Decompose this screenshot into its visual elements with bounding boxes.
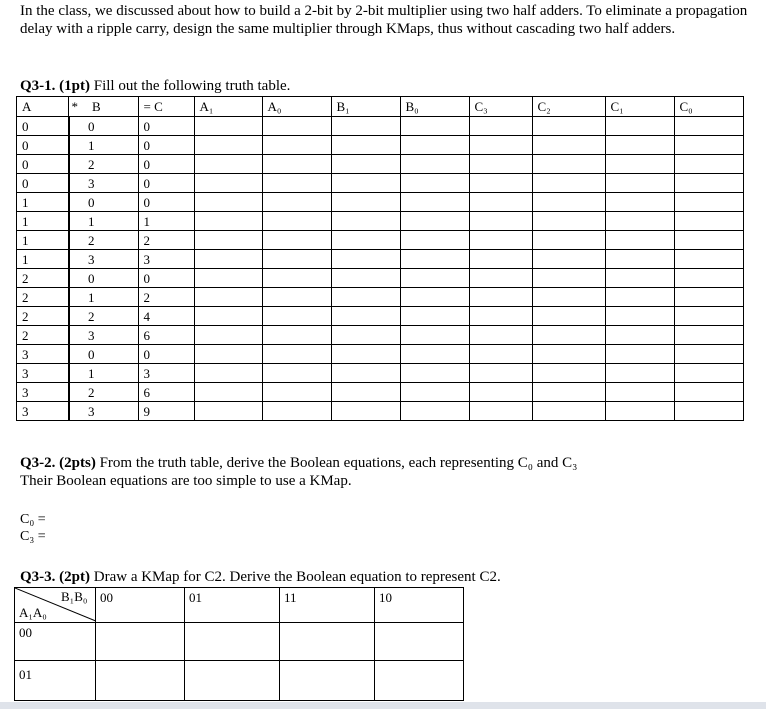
truth-blank-cell[interactable] <box>674 288 743 307</box>
truth-table-row <box>17 212 744 231</box>
truth-blank-cell[interactable] <box>194 269 262 288</box>
truth-blank-cell[interactable] <box>605 307 674 326</box>
truth-blank-cell[interactable] <box>194 307 262 326</box>
truth-blank-cell[interactable] <box>605 136 674 155</box>
truth-cell-a: 2 <box>17 269 69 288</box>
truth-blank-cell[interactable] <box>331 212 400 231</box>
truth-blank-cell[interactable] <box>469 383 532 402</box>
truth-cell-a: 3 <box>17 364 69 383</box>
truth-blank-cell[interactable] <box>400 326 469 345</box>
truth-cell-a: 1 <box>17 250 69 269</box>
truth-table-row <box>17 117 744 136</box>
truth-blank-cell[interactable] <box>674 307 743 326</box>
truth-blank-cell[interactable] <box>331 269 400 288</box>
truth-cell-a: 3 <box>17 383 69 402</box>
truth-blank-cell[interactable] <box>400 269 469 288</box>
truth-blank-cell[interactable] <box>331 383 400 402</box>
truth-blank-cell[interactable] <box>262 136 331 155</box>
truth-blank-cell[interactable] <box>532 326 605 345</box>
truth-table-header-row <box>17 97 744 117</box>
truth-table-row <box>17 250 744 269</box>
truth-blank-cell[interactable] <box>469 231 532 250</box>
kmap-col-10: 10 <box>375 588 464 623</box>
truth-blank-cell[interactable] <box>262 212 331 231</box>
truth-cell-b: 3 <box>70 326 139 345</box>
truth-blank-cell[interactable] <box>194 155 262 174</box>
truth-cell-b: 0 <box>70 117 139 136</box>
kmap-cell[interactable] <box>375 623 464 661</box>
q3-text: Draw a KMap for C2. Derive the Boolean equation to represent C2. <box>90 569 501 585</box>
truth-blank-cell[interactable] <box>262 174 331 193</box>
kmap-row-label-01: 01 <box>15 661 96 701</box>
truth-blank-cell[interactable] <box>331 402 400 421</box>
question-3-1 <box>20 78 290 95</box>
truth-blank-cell[interactable] <box>674 364 743 383</box>
truth-cell-c: 0 <box>138 136 194 155</box>
truth-cell-a: 3 <box>17 345 69 364</box>
truth-blank-cell[interactable] <box>605 117 674 136</box>
kmap-col-var: B₁B₀ <box>61 589 88 604</box>
truth-cell-c: 6 <box>138 383 194 402</box>
truth-cell-a: 1 <box>17 231 69 250</box>
truth-blank-cell[interactable] <box>400 117 469 136</box>
truth-blank-cell[interactable] <box>605 212 674 231</box>
truth-table-row <box>17 402 744 421</box>
truth-cell-c: 3 <box>138 250 194 269</box>
truth-blank-cell[interactable] <box>532 288 605 307</box>
truth-blank-cell[interactable] <box>469 250 532 269</box>
kmap-cell[interactable] <box>96 661 185 701</box>
truth-cell-a: 1 <box>17 212 69 231</box>
truth-blank-cell[interactable] <box>674 193 743 212</box>
truth-blank-cell[interactable] <box>605 250 674 269</box>
truth-cell-a: 0 <box>17 174 69 193</box>
truth-cell-b: 2 <box>70 383 139 402</box>
truth-cell-c: 0 <box>138 117 194 136</box>
truth-blank-cell[interactable] <box>194 231 262 250</box>
kmap-row-var: A₁A₀ <box>19 605 47 620</box>
truth-blank-cell[interactable] <box>674 269 743 288</box>
truth-blank-cell[interactable] <box>674 174 743 193</box>
truth-blank-cell[interactable] <box>194 345 262 364</box>
q2-line1 <box>20 454 577 472</box>
truth-blank-cell[interactable] <box>262 155 331 174</box>
truth-blank-cell[interactable] <box>400 212 469 231</box>
bottom-scroll-edge <box>0 702 766 709</box>
truth-blank-cell[interactable] <box>400 383 469 402</box>
truth-cell-b: 0 <box>70 345 139 364</box>
kmap-row-00 <box>15 623 464 661</box>
truth-blank-cell[interactable] <box>331 231 400 250</box>
truth-cell-c: 9 <box>138 402 194 421</box>
truth-blank-cell[interactable] <box>605 364 674 383</box>
q2-line2: Their Boolean equations are too simple to use a KMap. <box>20 473 352 489</box>
intro-paragraph: In the class, we discussed about how to build a 2-bit by 2-bit multiplier using two half adders. To eliminate a propagation delay with a ripple carry, design the same multiplier through KMaps, thus without cascading two half adders. <box>20 3 748 37</box>
truth-table-row <box>17 364 744 383</box>
truth-blank-cell[interactable] <box>674 402 743 421</box>
kmap-cell[interactable] <box>185 661 280 701</box>
kmap-cell[interactable] <box>375 661 464 701</box>
header-c2: C₂ <box>532 97 605 117</box>
truth-cell-c: 2 <box>138 231 194 250</box>
truth-blank-cell[interactable] <box>532 231 605 250</box>
truth-cell-c: 2 <box>138 288 194 307</box>
truth-blank-cell[interactable] <box>605 193 674 212</box>
truth-blank-cell[interactable] <box>674 345 743 364</box>
header-star: * <box>71 99 78 114</box>
truth-blank-cell[interactable] <box>331 193 400 212</box>
truth-blank-cell[interactable] <box>605 402 674 421</box>
truth-blank-cell[interactable] <box>194 326 262 345</box>
truth-blank-cell[interactable] <box>532 345 605 364</box>
truth-blank-cell[interactable] <box>605 174 674 193</box>
truth-table <box>16 96 744 421</box>
truth-cell-b: 2 <box>70 231 139 250</box>
truth-blank-cell[interactable] <box>331 345 400 364</box>
truth-blank-cell[interactable] <box>469 212 532 231</box>
truth-cell-c: 0 <box>138 193 194 212</box>
truth-blank-cell[interactable] <box>674 326 743 345</box>
truth-blank-cell[interactable] <box>605 155 674 174</box>
truth-blank-cell[interactable] <box>262 250 331 269</box>
truth-blank-cell[interactable] <box>400 193 469 212</box>
truth-blank-cell[interactable] <box>262 117 331 136</box>
truth-blank-cell[interactable] <box>331 250 400 269</box>
kmap-col-00: 00 <box>96 588 185 623</box>
truth-blank-cell[interactable] <box>674 212 743 231</box>
truth-blank-cell[interactable] <box>469 193 532 212</box>
truth-blank-cell[interactable] <box>469 345 532 364</box>
truth-blank-cell[interactable] <box>262 364 331 383</box>
kmap-col-01: 01 <box>185 588 280 623</box>
truth-blank-cell[interactable] <box>194 383 262 402</box>
equation-blanks <box>20 511 46 545</box>
truth-blank-cell[interactable] <box>400 364 469 383</box>
truth-blank-cell[interactable] <box>532 174 605 193</box>
q2-text: From the truth table, derive the Boolean equations, each representing C₀ and C₃ <box>95 455 578 471</box>
truth-blank-cell[interactable] <box>532 269 605 288</box>
truth-blank-cell[interactable] <box>400 402 469 421</box>
truth-blank-cell[interactable] <box>469 402 532 421</box>
truth-blank-cell[interactable] <box>469 117 532 136</box>
truth-blank-cell[interactable] <box>532 117 605 136</box>
truth-blank-cell[interactable] <box>262 383 331 402</box>
header-b <box>70 97 139 117</box>
truth-blank-cell[interactable] <box>605 288 674 307</box>
truth-blank-cell[interactable] <box>400 288 469 307</box>
truth-cell-a: 0 <box>17 136 69 155</box>
truth-blank-cell[interactable] <box>194 117 262 136</box>
truth-cell-c: 1 <box>138 212 194 231</box>
kmap-cell[interactable] <box>185 623 280 661</box>
truth-cell-c: 0 <box>138 174 194 193</box>
truth-blank-cell[interactable] <box>674 383 743 402</box>
truth-blank-cell[interactable] <box>194 402 262 421</box>
equation-c3[interactable]: C₃ = <box>20 529 46 544</box>
header-c: = C <box>138 97 194 117</box>
truth-blank-cell[interactable] <box>469 136 532 155</box>
truth-table-row <box>17 307 744 326</box>
truth-cell-a: 0 <box>17 155 69 174</box>
truth-cell-a: 0 <box>17 117 69 136</box>
header-b1: B₁ <box>331 97 400 117</box>
q3-label: Q3-3. (2pt) <box>20 569 90 585</box>
truth-table-row <box>17 326 744 345</box>
truth-cell-b: 1 <box>70 136 139 155</box>
truth-blank-cell[interactable] <box>605 231 674 250</box>
q1-text: Fill out the following truth table. <box>90 78 291 94</box>
truth-table-row <box>17 231 744 250</box>
truth-table-row <box>17 345 744 364</box>
truth-blank-cell[interactable] <box>469 326 532 345</box>
truth-table-body <box>17 117 744 421</box>
q2-label: Q3-2. (2pts) <box>20 455 96 471</box>
truth-blank-cell[interactable] <box>262 231 331 250</box>
truth-blank-cell[interactable] <box>400 345 469 364</box>
truth-blank-cell[interactable] <box>331 307 400 326</box>
truth-cell-b: 2 <box>70 155 139 174</box>
truth-blank-cell[interactable] <box>469 155 532 174</box>
kmap-row-01 <box>15 661 464 701</box>
truth-blank-cell[interactable] <box>605 269 674 288</box>
truth-blank-cell[interactable] <box>674 250 743 269</box>
truth-table-row <box>17 193 744 212</box>
truth-blank-cell[interactable] <box>532 250 605 269</box>
truth-blank-cell[interactable] <box>262 307 331 326</box>
truth-blank-cell[interactable] <box>532 212 605 231</box>
truth-cell-a: 2 <box>17 307 69 326</box>
truth-cell-a: 2 <box>17 326 69 345</box>
truth-cell-c: 0 <box>138 155 194 174</box>
truth-blank-cell[interactable] <box>194 136 262 155</box>
truth-table-row <box>17 155 744 174</box>
kmap-corner <box>15 588 96 623</box>
truth-blank-cell[interactable] <box>532 383 605 402</box>
kmap-header-row <box>15 588 464 623</box>
truth-blank-cell[interactable] <box>532 155 605 174</box>
truth-blank-cell[interactable] <box>400 155 469 174</box>
truth-cell-c: 4 <box>138 307 194 326</box>
truth-table-row <box>17 269 744 288</box>
header-c3: C₃ <box>469 97 532 117</box>
truth-blank-cell[interactable] <box>532 402 605 421</box>
truth-blank-cell[interactable] <box>331 364 400 383</box>
truth-blank-cell[interactable] <box>262 288 331 307</box>
kmap-row-label-00: 00 <box>15 623 96 661</box>
kmap-cell[interactable] <box>280 623 375 661</box>
truth-cell-b: 0 <box>70 269 139 288</box>
truth-cell-c: 0 <box>138 345 194 364</box>
question-3-3 <box>20 569 501 586</box>
truth-blank-cell[interactable] <box>194 174 262 193</box>
truth-cell-b: 1 <box>70 212 139 231</box>
kmap-col-11: 11 <box>280 588 375 623</box>
truth-cell-c: 0 <box>138 269 194 288</box>
truth-cell-b: 3 <box>70 250 139 269</box>
truth-cell-a: 3 <box>17 402 69 421</box>
truth-blank-cell[interactable] <box>194 364 262 383</box>
truth-blank-cell[interactable] <box>469 174 532 193</box>
truth-blank-cell[interactable] <box>532 193 605 212</box>
truth-blank-cell[interactable] <box>605 383 674 402</box>
header-a1: A₁ <box>194 97 262 117</box>
equation-c0[interactable]: C₀ = <box>20 512 46 527</box>
truth-cell-c: 3 <box>138 364 194 383</box>
truth-blank-cell[interactable] <box>194 288 262 307</box>
truth-cell-a: 1 <box>17 193 69 212</box>
truth-blank-cell[interactable] <box>331 117 400 136</box>
truth-table-row <box>17 136 744 155</box>
truth-table-row <box>17 383 744 402</box>
truth-blank-cell[interactable] <box>400 250 469 269</box>
truth-table-row <box>17 174 744 193</box>
kmap-cell[interactable] <box>96 623 185 661</box>
question-3-2 <box>20 454 577 490</box>
truth-blank-cell[interactable] <box>532 364 605 383</box>
truth-blank-cell[interactable] <box>469 307 532 326</box>
truth-blank-cell[interactable] <box>469 364 532 383</box>
truth-blank-cell[interactable] <box>331 326 400 345</box>
header-b-label: B <box>92 99 101 114</box>
truth-blank-cell[interactable] <box>262 269 331 288</box>
truth-blank-cell[interactable] <box>605 326 674 345</box>
truth-blank-cell[interactable] <box>532 307 605 326</box>
truth-cell-c: 6 <box>138 326 194 345</box>
truth-blank-cell[interactable] <box>400 174 469 193</box>
truth-blank-cell[interactable] <box>262 402 331 421</box>
truth-blank-cell[interactable] <box>331 155 400 174</box>
truth-cell-b: 3 <box>70 174 139 193</box>
truth-blank-cell[interactable] <box>331 174 400 193</box>
truth-blank-cell[interactable] <box>469 288 532 307</box>
truth-cell-b: 3 <box>70 402 139 421</box>
header-b0: B₀ <box>400 97 469 117</box>
truth-blank-cell[interactable] <box>605 345 674 364</box>
truth-cell-b: 1 <box>70 364 139 383</box>
truth-blank-cell[interactable] <box>331 136 400 155</box>
truth-blank-cell[interactable] <box>262 326 331 345</box>
truth-cell-b: 2 <box>70 307 139 326</box>
truth-blank-cell[interactable] <box>194 193 262 212</box>
truth-blank-cell[interactable] <box>400 136 469 155</box>
truth-table-row <box>17 288 744 307</box>
truth-blank-cell[interactable] <box>331 288 400 307</box>
kmap-table <box>14 587 464 701</box>
truth-blank-cell[interactable] <box>674 136 743 155</box>
truth-blank-cell[interactable] <box>400 307 469 326</box>
kmap-cell[interactable] <box>280 661 375 701</box>
truth-blank-cell[interactable] <box>674 117 743 136</box>
truth-blank-cell[interactable] <box>674 155 743 174</box>
q1-label: Q3-1. (1pt) <box>20 78 90 94</box>
truth-blank-cell[interactable] <box>262 193 331 212</box>
truth-blank-cell[interactable] <box>674 231 743 250</box>
truth-blank-cell[interactable] <box>469 269 532 288</box>
truth-blank-cell[interactable] <box>532 136 605 155</box>
truth-cell-a: 2 <box>17 288 69 307</box>
truth-blank-cell[interactable] <box>262 345 331 364</box>
header-c1: C₁ <box>605 97 674 117</box>
truth-cell-b: 1 <box>70 288 139 307</box>
header-a: A <box>17 97 69 117</box>
header-c0: C₀ <box>674 97 743 117</box>
truth-blank-cell[interactable] <box>194 250 262 269</box>
truth-blank-cell[interactable] <box>400 231 469 250</box>
truth-blank-cell[interactable] <box>194 212 262 231</box>
header-a0: A₀ <box>262 97 331 117</box>
truth-cell-b: 0 <box>70 193 139 212</box>
